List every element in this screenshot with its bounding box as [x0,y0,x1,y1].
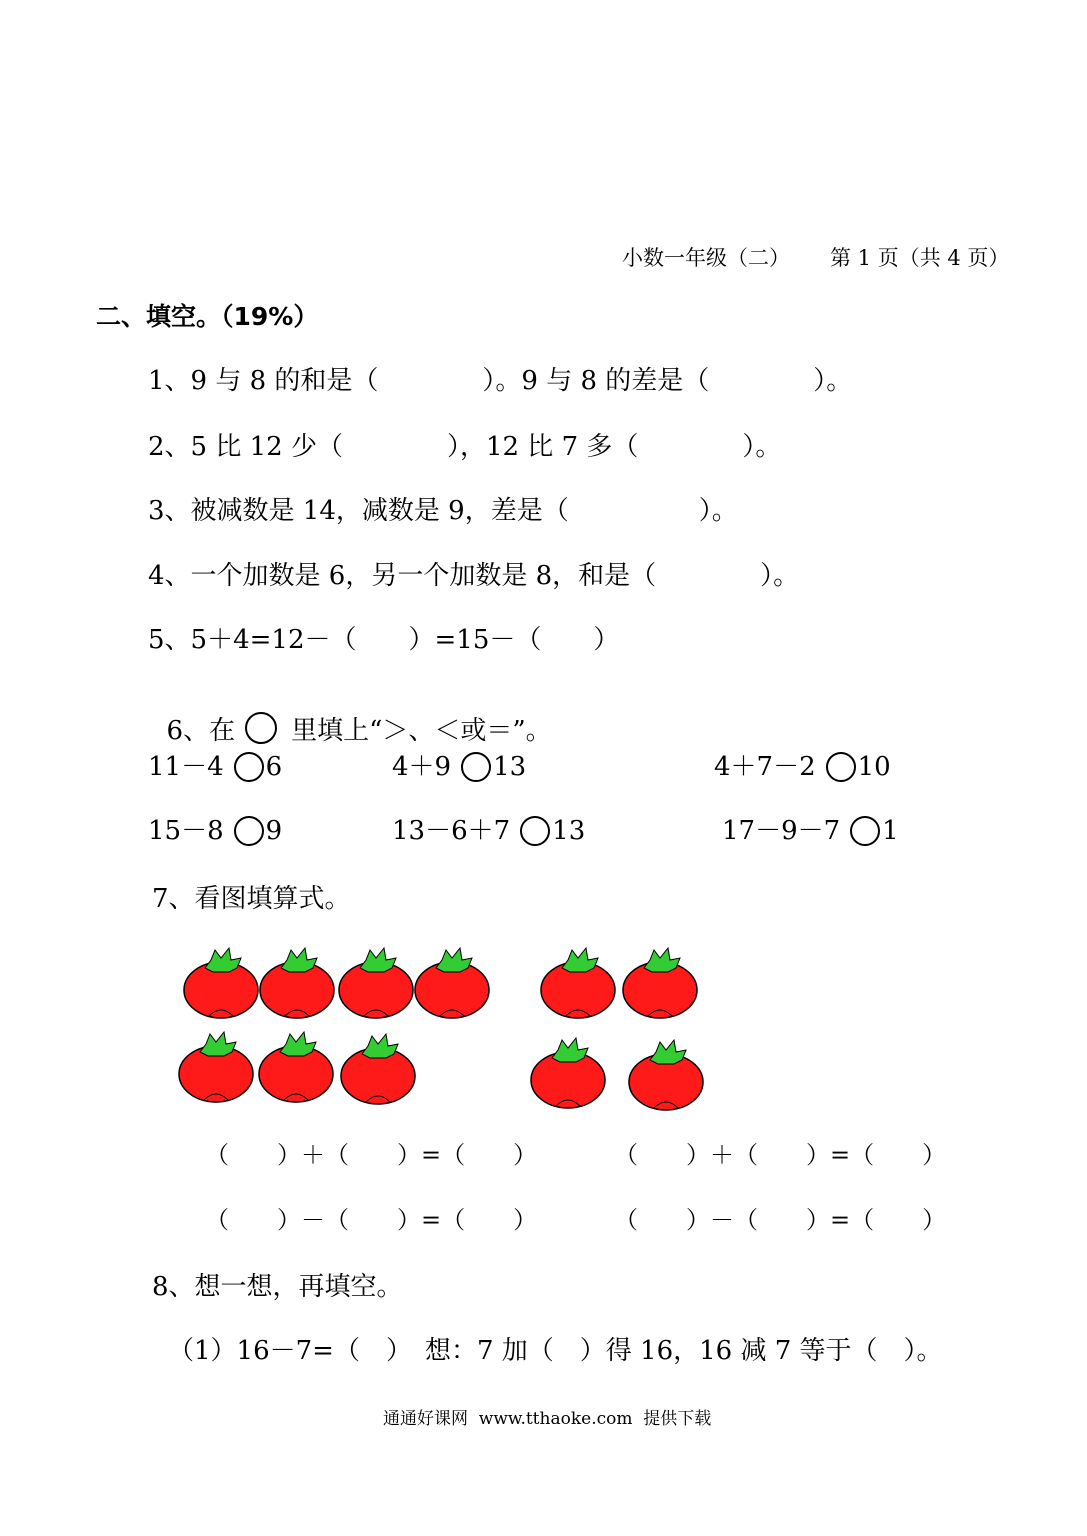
equation-add-left: （ ）＋（ ）=（ ） [205,1141,538,1169]
question-4: 4、一个加数是 6，另一个加数是 8，和是（ ）。 [148,561,800,591]
compare-left: 17－9－7 [722,816,841,846]
tomato-icon [259,948,337,1020]
compare-left: 13－6＋7 [392,816,511,846]
tomato-icon [338,948,416,1020]
compare-right: 9 [265,816,283,846]
question-7: 7、看图填算式。 [152,884,351,914]
tomato-icon [622,948,700,1020]
section-title: 二、填空。（19%） [96,302,319,331]
tomato-icon [340,1034,418,1106]
footer-text: 通通好课网 www.tthaoke.com 提供下载 [383,1409,712,1429]
question-8-1: （1）16－7=（ ） 想：7 加（ ）得 16，16 减 7 等于（ ）。 [168,1336,943,1366]
equation-sub-left: （ ）－（ ）=（ ） [205,1206,538,1234]
blank-circle-icon [245,712,277,744]
compare-left: 15－8 [148,816,224,846]
page-indicator: 第 1 页（共 4 页） [830,246,1010,270]
compare-circle-icon[interactable] [520,816,550,846]
tomato-icon [628,1040,706,1112]
compare-right: 13 [552,816,586,846]
compare-circle-icon[interactable] [234,816,264,846]
question-6-prefix: 6、在 [166,716,236,746]
compare-right: 13 [493,752,527,782]
compare-left: 4＋9 [392,752,452,782]
compare-right: 6 [265,752,283,782]
question-6 [150,690,552,748]
compare-item [392,816,585,846]
compare-circle-icon[interactable] [234,752,264,782]
equation-sub-right: （ ）－（ ）=（ ） [614,1206,947,1234]
compare-circle-icon[interactable] [850,816,880,846]
compare-circle-icon[interactable] [461,752,491,782]
question-5: 5、5＋4=12－（ ）=15－（ ） [148,625,620,655]
compare-item [722,816,899,846]
compare-left: 4＋7－2 [714,752,816,782]
compare-left: 11－4 [148,752,224,782]
tomato-icon [183,948,261,1020]
equation-add-right: （ ）＋（ ）=（ ） [614,1141,947,1169]
tomato-icon [178,1032,256,1104]
question-2: 2、5 比 12 少（ ），12 比 7 多（ ）。 [148,432,782,462]
compare-right: 10 [857,752,891,782]
compare-right: 1 [882,816,899,846]
question-1: 1、9 与 8 的和是（ ）。9 与 8 的差是（ ）。 [148,366,853,396]
compare-circle-icon[interactable] [826,752,856,782]
course-title: 小数一年级（二） [622,246,790,270]
compare-item [148,752,282,782]
tomato-icon [530,1038,608,1110]
question-8: 8、想一想，再填空。 [152,1272,403,1302]
tomato-icon [540,948,618,1020]
tomato-icon [258,1032,336,1104]
compare-item [714,752,891,782]
compare-item [392,752,526,782]
tomato-icon [414,948,492,1020]
compare-item [148,816,282,846]
question-6-suffix: 里填上“＞、＜或＝”。 [291,716,552,746]
question-3: 3、被减数是 14，减数是 9，差是（ ）。 [148,496,738,526]
